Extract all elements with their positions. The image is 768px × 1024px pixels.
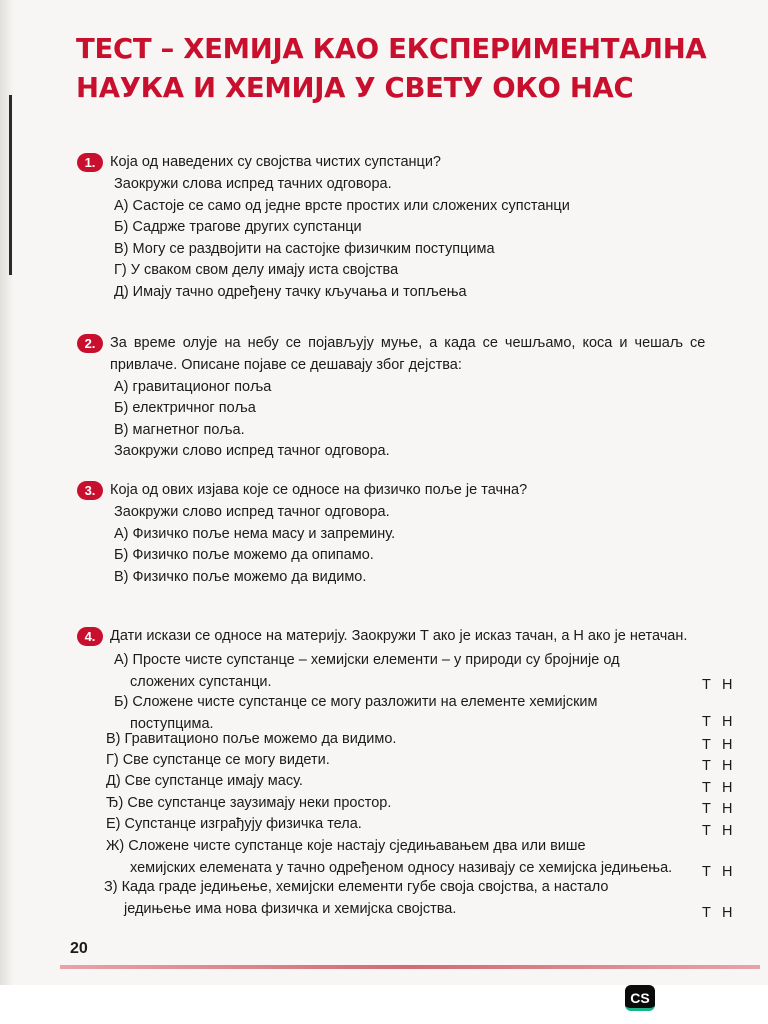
true-mark[interactable]: Т xyxy=(702,801,711,817)
true-mark[interactable]: Т xyxy=(702,737,711,753)
question-2-instruction: Заокружи слово испред тачног одговора. xyxy=(114,443,390,459)
statement-v: В) Гравитационо поље можемо да видимо. xyxy=(106,731,397,747)
tn-row-g xyxy=(702,758,742,774)
title-line-2: НАУКА И ХЕМИЈА У СВЕТУ ОКО НАС xyxy=(76,72,634,104)
statement-dj: Ђ) Све супстанце заузимају неки простор. xyxy=(106,795,392,811)
question-1-option-b: Б) Садрже трагове других супстанци xyxy=(114,219,362,235)
question-2-number: 2. xyxy=(77,334,103,353)
page-number: 20 xyxy=(70,940,88,957)
question-3 xyxy=(110,480,527,502)
question-3-body xyxy=(114,502,395,588)
question-2-text-line-1: За време олује на небу се појављују муње, а када се чешљамо, коса и чешаљ се xyxy=(110,335,706,351)
question-1-body xyxy=(114,174,570,303)
false-mark[interactable]: Н xyxy=(722,864,733,880)
tn-row-zh xyxy=(702,864,742,880)
tn-row-b xyxy=(702,714,742,730)
false-mark[interactable]: Н xyxy=(722,677,733,693)
question-2-option-b: Б) електричног поља xyxy=(114,400,256,416)
question-4-number: 4. xyxy=(77,627,103,646)
question-2-option-a: А) гравитационог поља xyxy=(114,378,272,395)
binding-mark xyxy=(9,95,12,275)
false-mark[interactable]: Н xyxy=(722,737,733,753)
question-4-text: Дати искази се односе на материју. Заокружи Т ако је исказ тачан, а Н ако је нетачан. xyxy=(110,628,688,644)
question-1-option-d: Д) Имају тачно одређену тачку кључања и топљења xyxy=(114,283,467,300)
question-4 xyxy=(110,626,687,648)
question-1-option-a: А) Састоје се само од једне врсте простих или сложених супстанци xyxy=(114,197,570,214)
statement-b: Б) Сложене чисте супстанце се могу разложити на елементе хемијским поступцима. xyxy=(114,694,598,732)
question-1-option-g: Г) У сваком свом делу имају иста својства xyxy=(114,262,399,278)
question-1-option-v: В) Могу се раздвојити на састојке физичким поступцима xyxy=(114,240,495,257)
question-3-text: Која од ових изјава које се односе на физичко поље је тачна? xyxy=(110,482,528,498)
statement-zh: Ж) Сложене чисте супстанце које настају сједињавањем два или више хемијских елемената у тачно одређеном односу називају се хемијска једињења. xyxy=(106,838,673,876)
tn-row-e xyxy=(702,823,742,839)
tn-row-dj xyxy=(702,801,742,817)
true-mark[interactable]: Т xyxy=(702,905,711,921)
question-3-number: 3. xyxy=(77,481,103,500)
statement-a: А) Просте чисте супстанце – хемијски елементи – у природи су бројније од сложених супстанци. xyxy=(114,652,620,690)
true-mark[interactable]: Т xyxy=(702,780,711,796)
question-1-instruction: Заокружи слова испред тачних одговора. xyxy=(114,176,392,192)
false-mark[interactable]: Н xyxy=(722,905,733,921)
tn-row-z xyxy=(702,905,742,921)
tn-row-d xyxy=(702,780,742,796)
question-3-option-v: В) Физичко поље можемо да видимо. xyxy=(114,568,367,585)
question-1 xyxy=(110,152,441,174)
false-mark[interactable]: Н xyxy=(722,714,733,730)
true-mark[interactable]: Т xyxy=(702,758,711,774)
true-mark[interactable]: Т xyxy=(702,823,711,839)
true-mark[interactable]: Т xyxy=(702,677,711,693)
camscanner-logo-icon: CS xyxy=(625,985,655,1011)
question-1-number: 1. xyxy=(77,153,103,172)
question-3-option-b: Б) Физичко поље можемо да опипамо. xyxy=(114,547,374,563)
question-2-option-v: В) магнетног поља. xyxy=(114,421,245,438)
question-1-text: Која од наведених су својства чистих супстанци? xyxy=(110,154,442,170)
statement-g: Г) Све супстанце се могу видети. xyxy=(106,752,330,768)
false-mark[interactable]: Н xyxy=(722,823,733,839)
bottom-decoration-bar xyxy=(60,965,760,969)
false-mark[interactable]: Н xyxy=(722,758,733,774)
statement-z: З) Када граде једињење, хемијски елементи губе своја својства, а настало једињење има нова физичка и хемијска својства. xyxy=(104,879,609,917)
tn-row-v xyxy=(702,737,742,753)
question-2 xyxy=(110,333,705,355)
tn-row-a xyxy=(702,677,742,693)
true-mark[interactable]: Т xyxy=(702,714,711,730)
question-2-text-line-2: привлаче. Описане појаве се дешавају због дејства: xyxy=(110,357,462,373)
question-3-option-a: А) Физичко поље нема масу и запремину. xyxy=(114,525,396,542)
question-3-instruction: Заокружи слово испред тачног одговора. xyxy=(114,504,390,520)
statement-d: Д) Све супстанце имају масу. xyxy=(106,773,303,789)
title-line-1: ТЕСТ – ХЕМИЈА КАО ЕКСПЕРИМЕНТАЛНА xyxy=(76,33,707,65)
question-2-body xyxy=(110,355,462,463)
statement-e: Е) Супстанце изграђују физичка тела. xyxy=(106,816,362,832)
page-title xyxy=(76,30,756,108)
false-mark[interactable]: Н xyxy=(722,780,733,796)
false-mark[interactable]: Н xyxy=(722,801,733,817)
true-mark[interactable]: Т xyxy=(702,864,711,880)
